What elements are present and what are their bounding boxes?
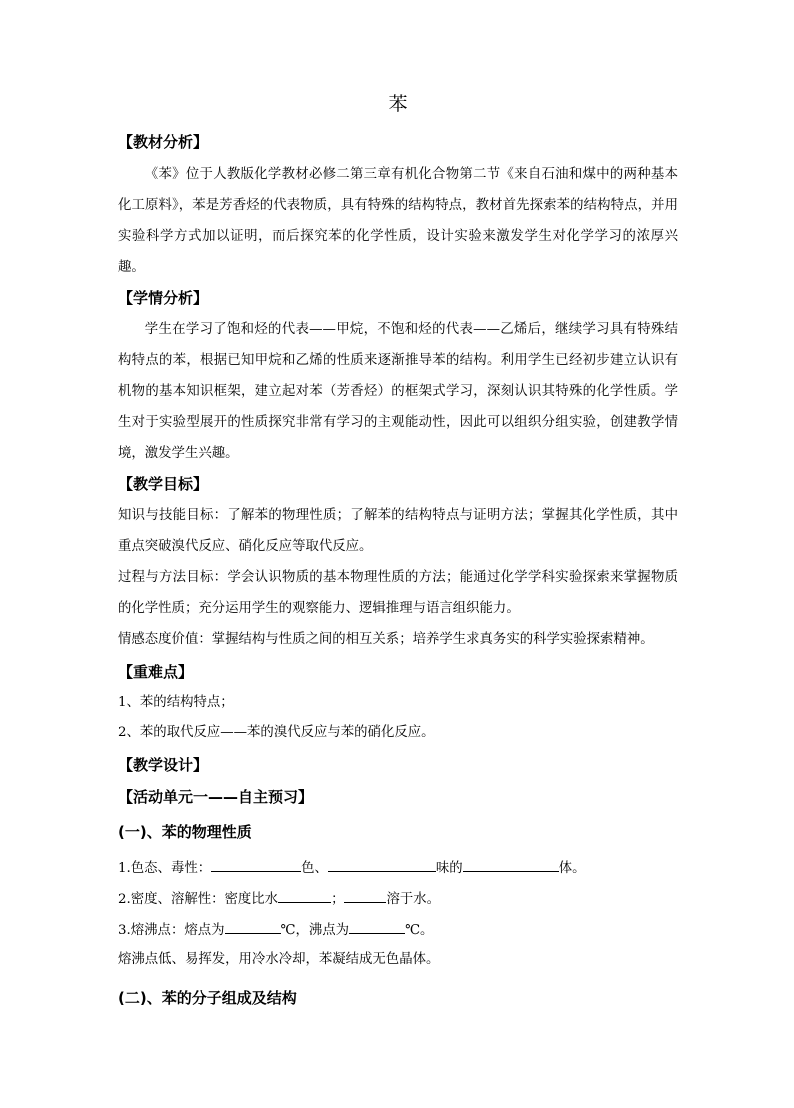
heading-student-analysis: 【学情分析】 (118, 289, 209, 307)
heading-physical-properties: (一)、苯的物理性质 (118, 823, 252, 841)
document-title: 苯 (388, 93, 408, 115)
goal-emotion-attitude: 情感态度价值：掌握结构与性质之间的相互关系；培养学生求真务实的科学实验探索精神。 (118, 632, 654, 647)
blank-color[interactable] (211, 857, 301, 872)
note-crystallization: 熔沸点低、易挥发，用冷水冷却，苯凝结成无色晶体。 (118, 952, 440, 967)
question-density-solubility (118, 888, 440, 910)
paragraph-student-analysis: 学生在学习了饱和烃的代表——甲烷，不饱和烃的代表——乙烯后，继续学习具有特殊结构特点的苯，根据已知甲烷和乙烯的性质来逐渐推导苯的结构。利用学生已经初步建立认识有机物的基本知识框架，建立起对苯（芳香烃）的框架式学习，深刻认识其特殊的化学性质。学生对于实验型展开的性质探究非常有学习的主观能动性，因此可以组织分组实验，创建教学情境，激发学生兴趣。 (118, 322, 678, 461)
heading-key-points: 【重难点】 (118, 663, 194, 681)
heading-molecular-structure: (二)、苯的分子组成及结构 (118, 989, 297, 1007)
question-2-label: 2.密度、溶解性：密度比水 (118, 892, 279, 907)
heading-teaching-design: 【教学设计】 (118, 756, 209, 774)
paragraph-textbook-analysis: 《苯》位于人教版化学教材必修二第三章有机化合物第二节《来自石油和煤中的两种基本化工原料》，苯是芳香烃的代表物质，具有特殊的结构特点，教材首先探索苯的结构特点，并用实验科学方式加以证明，而后探究苯的化学性质，设计实验来激发学生对化学学习的浓厚兴趣。 (118, 167, 678, 275)
heading-textbook-analysis: 【教材分析】 (118, 133, 209, 151)
blank-density[interactable] (278, 888, 331, 903)
question-3-text-b: ℃，沸点为 (280, 923, 350, 938)
blank-smell[interactable] (328, 857, 436, 872)
goal-process-method: 过程与方法目标：学会认识物质的基本物理性质的方法；能通过化学学科实验探索来掌握物质的化学性质；充分运用学生的观察能力、逻辑推理与语言组织能力。 (118, 570, 678, 616)
key-point-1: 1、苯的结构特点； (118, 695, 234, 710)
key-point-2: 2、苯的取代反应——苯的溴代反应与苯的硝化反应。 (118, 725, 435, 740)
question-1-text-d: 体。 (558, 861, 586, 876)
blank-solubility[interactable] (344, 888, 386, 903)
question-3-label: 3.熔沸点：熔点为 (118, 923, 225, 938)
heading-activity-unit-1: 【活动单元一——自主预习】 (118, 788, 314, 806)
question-3-text-c: ℃。 (405, 923, 434, 938)
blank-boiling-point[interactable] (349, 919, 405, 934)
question-color-toxicity (118, 857, 585, 879)
question-melting-boiling (118, 919, 433, 941)
blank-melting-point[interactable] (225, 919, 281, 934)
goal-knowledge-skills: 知识与技能目标：了解苯的物理性质；了解苯的结构特点与证明方法；掌握其化学性质，其中重点突破溴代反应、硝化反应等取代反应。 (118, 508, 678, 554)
question-1-text-b: 色、 (301, 861, 328, 876)
question-1-text-c: 味的 (435, 861, 463, 876)
question-2-text-b: ； (331, 892, 345, 907)
question-1-label: 1.色态、毒性： (118, 861, 212, 876)
heading-teaching-goals: 【教学目标】 (118, 475, 209, 493)
blank-state[interactable] (463, 857, 559, 872)
question-2-text-c: 溶于水。 (386, 892, 441, 907)
